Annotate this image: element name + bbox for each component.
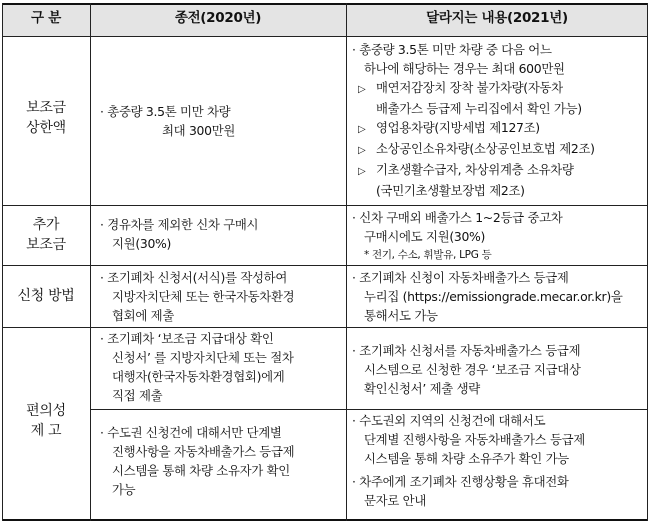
table-right-border: [647, 3, 648, 521]
row-label-convenience: 편의성 제 고: [26, 403, 66, 439]
row-label-application: 신청 방법: [17, 288, 75, 304]
list-item: ▷ 영업용차량(지방세법 제127조): [352, 118, 646, 139]
triangle-marker-icon: ▷: [358, 166, 366, 177]
row-divider: [2, 205, 648, 206]
convenience-a-previous: · 조기폐차 ‘보조금 지급대상 확인 신청서’ 를 지방자치단체 또는 절차 대행자(한국자동차환경협회)에게 직접 제출: [100, 331, 294, 403]
extra-subsidy-changes: · 신차 구매외 배출가스 1~2등급 중고차 구매시에도 지원(30%) * 전기, 수소, 휘발유, LPG 등: [352, 208, 646, 262]
row-label-extra-subsidy: 추가 보조금: [26, 217, 66, 253]
application-changes: · 조기폐차 신청이 자동차배출가스 등급제 누리집 (https://emissiongrade.mecar.or.kr)을 통해서도 가능: [352, 270, 623, 323]
row-divider: [2, 327, 648, 328]
sub-row-divider: [90, 409, 648, 410]
triangle-marker-icon: ▷: [358, 145, 366, 156]
convenience-a-changes: · 조기폐차 신청서를 자동차배출가스 등급제 시스템으로 신청한 경우 ‘보조금 지급대상 확인신청서’ 제출 생략: [352, 343, 581, 396]
application-previous: · 조기폐차 신청서(서식)를 작성하여 지방자치단체 또는 한국자동차환경 협회에 제출: [100, 270, 295, 323]
column-divider: [90, 3, 91, 521]
header-changes: 달라지는 내용(2021년): [426, 10, 568, 26]
convenience-b-changes: · 수도권외 지역의 신청건에 대해서도 단계별 진행사항을 자동차배출가스 등급제 시스템을 통해 차량 소유주가 확인 가능 · 차주에게 조기폐차 진행상황을 휴대전화 문자로 안내: [352, 413, 585, 508]
header-category: 구 분: [31, 10, 61, 26]
table-left-border: [2, 3, 3, 521]
subsidy-cap-previous: · 총중량 3.5톤 미만 차량 최대 300만원: [100, 104, 236, 138]
header-divider: [2, 36, 648, 37]
comparison-table: [2, 3, 648, 521]
extra-subsidy-previous: · 경유차를 제외한 신차 구매시 지원(30%): [100, 217, 259, 251]
table-bottom-border: [2, 519, 648, 521]
convenience-b-previous: · 수도권 신청건에 대해서만 단계별 진행사항을 자동차배출가스 등급제 시스템을 통해 차량 소유자가 확인 가능: [100, 425, 295, 497]
triangle-marker-icon: ▷: [358, 124, 366, 135]
footnote: * 전기, 수소, 휘발유, LPG 등: [364, 249, 492, 261]
triangle-marker-icon: ▷: [358, 84, 366, 95]
table-top-border: [2, 3, 648, 5]
list-item: ▷ 기초생활수급자, 차상위계층 소유차량: [352, 160, 646, 181]
subsidy-cap-changes: · 총중량 3.5톤 미만 차량 중 다음 어느 하나에 해당하는 경우는 최대 600만원 ▷ 매연저감장치 장착 불가차량(자동차 배출가스 등급제 누리집에서 확인 가능) ▷ 영업용차량(지방세법 제127조) ▷ 소상공인소유차량(소상공인보호법 제2조) ▷ 기초생활수급자, 차상위계층 소유차량 (국민기초생활보장법 제2조): [352, 40, 646, 200]
list-item: ▷ 소상공인소유차량(소상공인보호법 제2조): [352, 139, 646, 160]
list-item: ▷ 매연저감장치 장착 불가차량(자동차: [352, 78, 646, 99]
header-previous: 종전(2020년): [174, 10, 262, 26]
column-divider: [346, 3, 347, 521]
row-label-subsidy-cap: 보조금 상한액: [26, 100, 66, 136]
row-divider: [2, 265, 648, 266]
